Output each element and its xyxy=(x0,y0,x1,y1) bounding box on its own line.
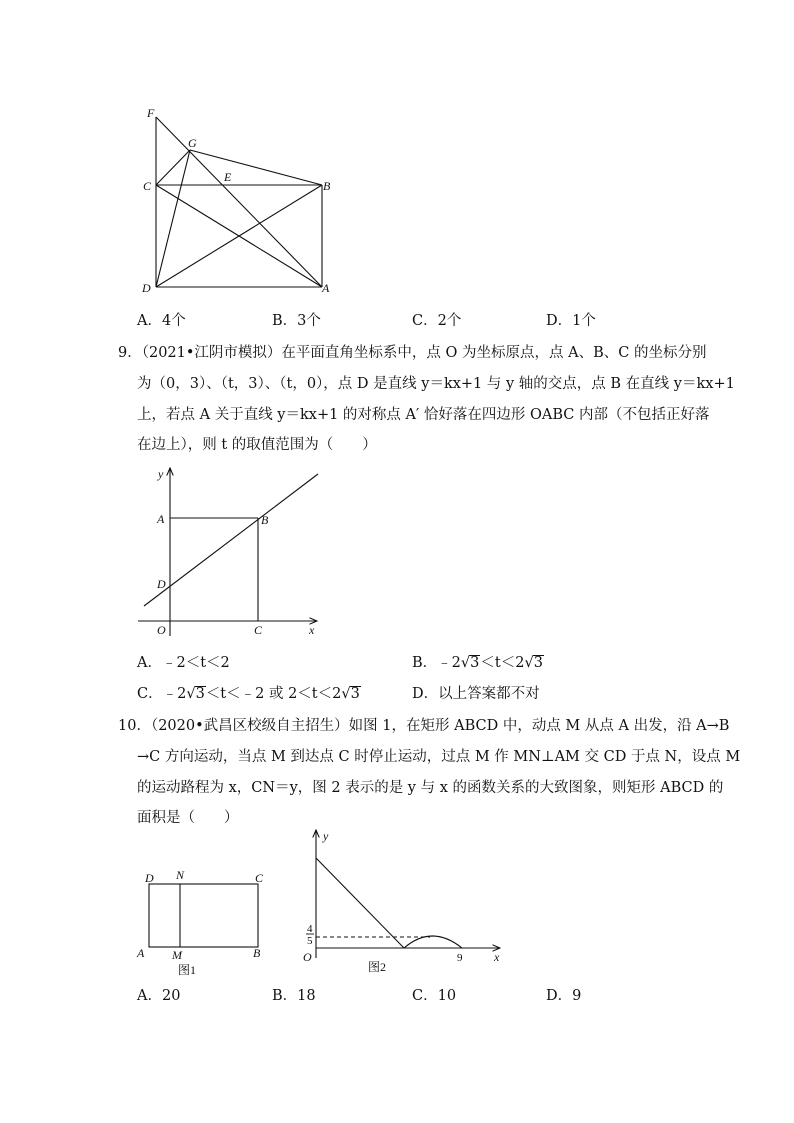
q9-option-c-radicand1: 3 xyxy=(195,686,205,702)
q8-option-b[interactable]: B．3个 xyxy=(272,313,321,329)
label-9: 9 xyxy=(457,952,463,964)
label-D: D xyxy=(145,871,154,885)
label-C: C xyxy=(254,623,263,637)
q9-option-b[interactable]: B．﹣2√3＜t＜2√3 xyxy=(412,655,543,671)
label-O: O xyxy=(303,950,312,964)
q8-option-a[interactable]: A．4个 xyxy=(137,313,186,329)
label-A: A xyxy=(137,946,145,960)
q8-option-c[interactable]: C．2个 xyxy=(412,313,462,329)
graph-decreasing-segment xyxy=(316,858,404,948)
segment-GD xyxy=(156,150,190,287)
segment-CG xyxy=(156,150,190,185)
q9-option-b-middle: ＜t＜2 xyxy=(480,655,525,671)
q9-option-d[interactable]: D．以上答案都不对 xyxy=(412,686,540,702)
q9-option-a[interactable]: A．﹣2＜t＜2 xyxy=(137,655,230,671)
q10-option-c[interactable]: C．10 xyxy=(412,988,457,1004)
label-B: B xyxy=(323,179,331,193)
label-y: y xyxy=(158,467,164,481)
q10-stem-line2: →C 方向运动，当点 M 到达点 C 时停止运动，过点 M 作 MN⊥AM 交 CD 于点 N，设点 M xyxy=(137,749,741,765)
graph-arc xyxy=(404,936,462,948)
q8-figure xyxy=(135,100,345,300)
q9-stem-line2: 为（0，3）、（t，3）、（t，0），点 D 是直线 y＝kx+1 与 y 轴的交点，点 B 在直线 y＝kx+1 xyxy=(137,376,735,392)
q9-option-c-prefix: C．﹣2 xyxy=(137,686,187,702)
segment-GB xyxy=(190,150,322,185)
q9-option-b-radicand1: 3 xyxy=(470,655,480,671)
label-E: E xyxy=(224,170,232,184)
label-x: x xyxy=(309,623,315,637)
fraction-denominator: 5 xyxy=(307,935,313,947)
label-F: F xyxy=(147,106,155,120)
label-D: D xyxy=(142,281,151,295)
q10-option-b[interactable]: B．18 xyxy=(272,988,316,1004)
segment-FA xyxy=(156,117,322,287)
q9-option-c-radicand2: 3 xyxy=(350,686,360,702)
q9-stem-line1: 9．（2021•江阴市模拟）在平面直角坐标系中，点 O 为坐标原点，点 A、B、C 的坐标分别 xyxy=(118,345,707,361)
label-M: M xyxy=(172,948,182,962)
q10-figure2 xyxy=(298,825,508,980)
figure2-caption: 图2 xyxy=(368,960,387,974)
q9-option-b-radicand2: 3 xyxy=(533,655,543,671)
q10-stem-line1: 10．（2020•武昌区校级自主招生）如图 1，在矩形 ABCD 中，动点 M 从点 A 出发，沿 A→B xyxy=(118,718,730,734)
label-O: O xyxy=(157,623,166,637)
label-A: A xyxy=(322,281,330,295)
q10-option-a[interactable]: A．20 xyxy=(137,988,181,1004)
label-B: B xyxy=(261,513,269,527)
label-y: y xyxy=(323,829,329,843)
label-N: N xyxy=(176,868,185,882)
q10-stem-line3: 的运动路程为 x，CN＝y，图 2 表示的是 y 与 x 的函数关系的大致图象，则矩形 ABCD 的 xyxy=(137,780,724,796)
label-D: D xyxy=(157,577,166,591)
q10-figure1 xyxy=(135,865,275,980)
label-x: x xyxy=(494,950,500,964)
q10-option-d[interactable]: D．9 xyxy=(546,988,582,1004)
q8-option-d[interactable]: D．1个 xyxy=(546,313,596,329)
label-G: G xyxy=(188,136,197,150)
q10-stem-line4: 面积是（ ） xyxy=(137,810,239,826)
q9-figure xyxy=(135,462,325,642)
label-B: B xyxy=(253,946,261,960)
rectangle-ABCD xyxy=(149,884,258,947)
q9-option-b-prefix: B．﹣2 xyxy=(412,655,461,671)
q9-option-c[interactable]: C．﹣2√3＜t＜﹣2 或 2＜t＜2√3 xyxy=(137,686,360,702)
q9-stem-line3: 上，若点 A 关于直线 y＝kx+1 的对称点 A′ 恰好落在四边形 OABC 内部（不包括正好落 xyxy=(137,407,710,423)
q9-option-c-middle: ＜t＜﹣2 或 2＜t＜2 xyxy=(205,686,342,702)
label-C: C xyxy=(143,179,152,193)
figure1-caption: 图1 xyxy=(178,963,197,977)
label-A: A xyxy=(157,512,165,526)
fraction-numerator: 4 xyxy=(307,923,313,935)
q9-stem-line4: 在边上），则 t 的取值范围为（ ） xyxy=(137,437,377,453)
label-C: C xyxy=(255,871,264,885)
